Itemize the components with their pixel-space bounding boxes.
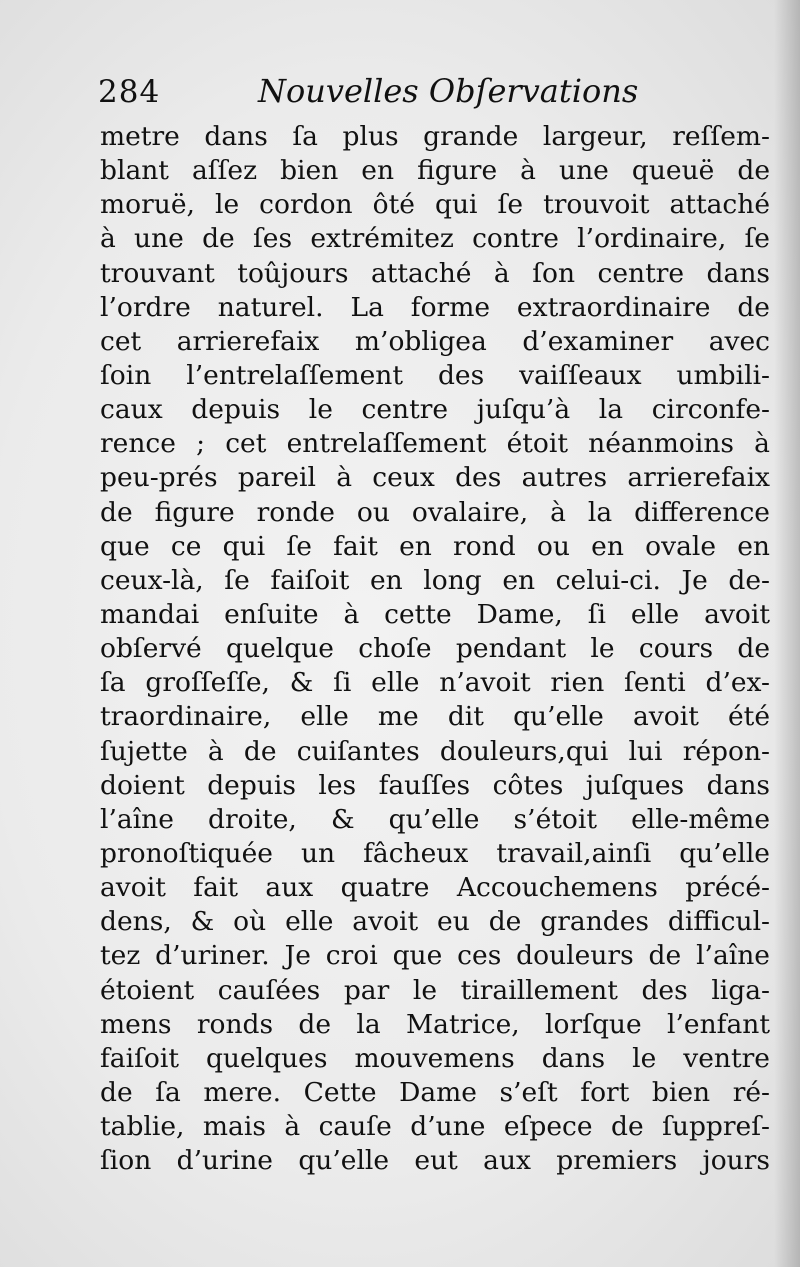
text-line: tablie, mais à cauſe d’une eſpece de ſuppreſ- [100,1111,770,1143]
text-line: l’aîne droite, & qu’elle s’étoit elle-même [100,803,770,835]
text-line: trouvant toûjours attaché à ſon centre dans [100,257,770,289]
running-title: Nouvelles Obſervations [258,72,639,110]
text-line: ſion d’urine qu’elle eut aux premiers jours [100,1145,770,1177]
text-line: metre dans ſa plus grande largeur, reſſem- [100,121,770,152]
body-text [100,120,770,1178]
text-line: de ſa mere. Cette Dame s’eſt fort bien ré- [100,1076,770,1108]
text-line: traordinaire, elle me dit qu’elle avoit été [100,701,770,733]
text-line: l’ordre naturel. La forme extraordinaire de [100,291,770,323]
text-line: à une de ſes extrémitez contre l’ordinaire, ſe [100,223,770,255]
text-line: avoit fait aux quatre Accouchemens précé- [100,872,770,904]
text-line: que ce qui ſe fait en rond ou en ovale en [100,530,770,562]
text-line: mens ronds de la Matrice, lorſque l’enfant [100,1008,770,1040]
text-line: étoient cauſées par le tiraillement des liga- [100,974,770,1006]
text-line: obſervé quelque choſe pendant le cours de [100,633,770,665]
text-line: ceux-là, ſe faiſoit en long en celui-ci. Je de- [100,564,770,596]
text-line: blant aſſez bien en figure à une queuë de [100,155,770,187]
text-line: ſujette à de cuiſantes douleurs,qui lui répon- [100,735,770,767]
text-line: ſoin l’entrelaſſement des vaiſſeaux umbili- [100,359,770,391]
text-line: de figure ronde ou ovalaire, à la difference [100,496,770,528]
text-line: moruë, le cordon ôté qui ſe trouvoit attaché [100,189,770,221]
page-number: 284 [98,74,161,110]
text-line: dens, & où elle avoit eu de grandes difficul- [100,906,770,938]
text-line: peu-prés pareil à ceux des autres arrierefaix [100,462,770,494]
text-line: faiſoit quelques mouvemens dans le ventre [100,1042,770,1074]
text-line: doient depuis les fauſſes côtes juſques dans [100,769,770,801]
text-line: cet arrierefaix m’obligea d’examiner avec [100,325,770,357]
text-line: pronoſtiquée un fâcheux travail,ainſi qu’elle [100,837,770,869]
text-line: ſa groſſeſſe, & ſi elle n’avoit rien ſenti d’ex- [100,667,770,699]
text-line: tez d’uriner. Je croi que ces douleurs de l’aîne [100,940,770,972]
text-line: mandai enſuite à cette Dame, ſi elle avoit [100,598,770,630]
text-line: rence ; cet entrelaſſement étoit néanmoins à [100,428,770,460]
text-line: caux depuis le centre juſqu’à la circonfe- [100,394,770,426]
page-edge-shadow [774,0,800,1267]
page-header [98,68,658,116]
